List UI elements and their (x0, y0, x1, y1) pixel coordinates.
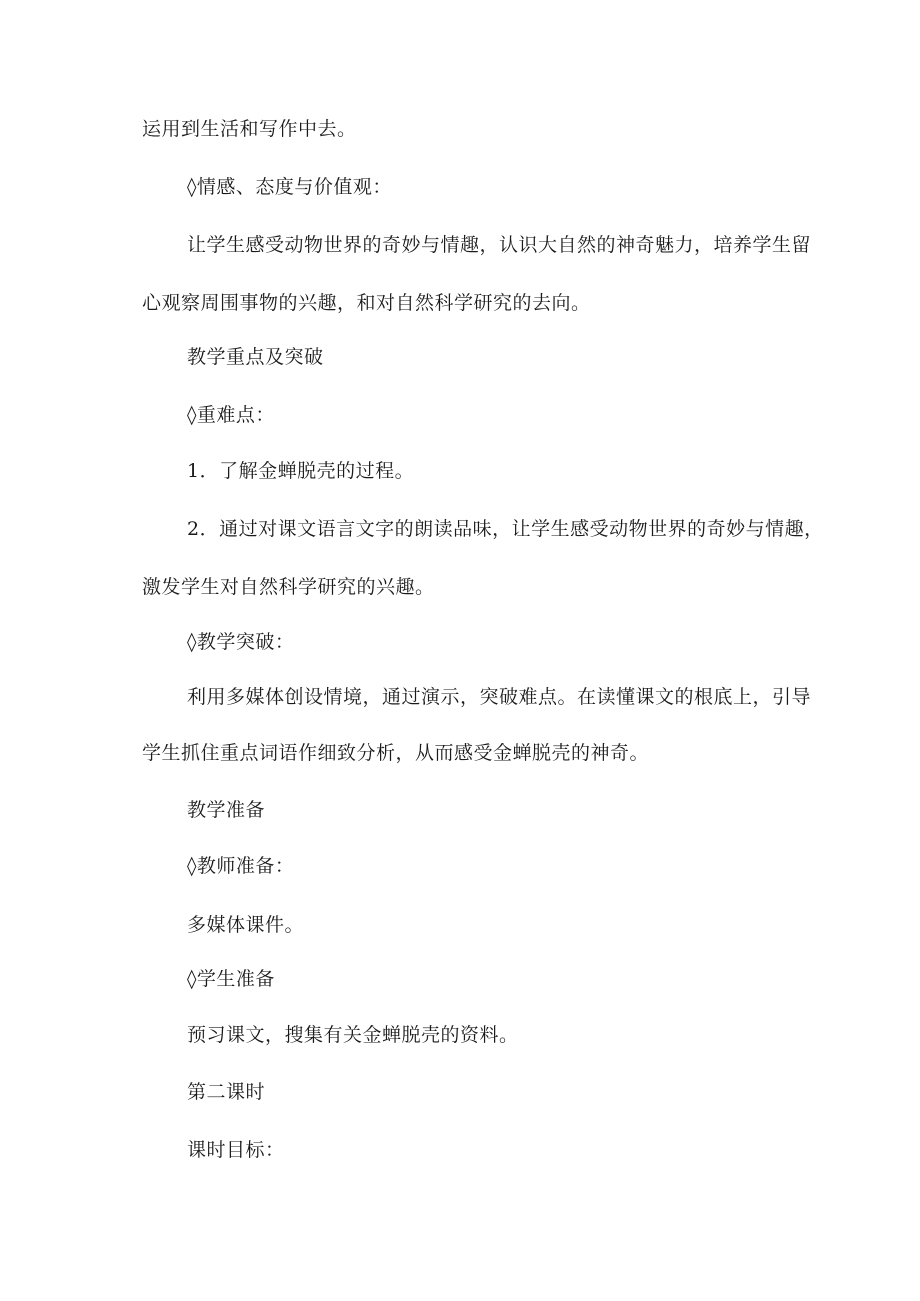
paragraph-line: 激发学生对自然科学研究的兴趣。 (142, 576, 435, 598)
section-label-difficulties: ◊重难点： (187, 404, 275, 426)
section-label-student-prep: ◊学生准备 (187, 968, 275, 990)
section-heading-second-lesson: 第二课时 (187, 1081, 266, 1103)
paragraph-line: 利用多媒体创设情境，通过演示，突破难点。在读懂课文的根底上，引导 (187, 686, 812, 708)
paragraph-line: 学生抓住重点词语作细致分析，从而感受金蝉脱壳的神奇。 (142, 742, 650, 764)
paragraph-line: 让学生感受动物世界的奇妙与情趣，认识大自然的神奇魅力，培养学生留 (187, 234, 812, 256)
list-item-1: 1．了解金蝉脱壳的过程。 (187, 460, 415, 482)
section-label-breakthrough: ◊教学突破： (187, 631, 295, 653)
section-label-teacher-prep: ◊教师准备： (187, 855, 295, 877)
section-heading-preparation: 教学准备 (187, 799, 266, 821)
text-line: 运用到生活和写作中去。 (142, 118, 357, 140)
paragraph-line: 多媒体课件。 (187, 914, 305, 936)
paragraph-line: 心观察周围事物的兴趣，和对自然科学研究的去向。 (142, 292, 591, 314)
section-label-lesson-goals: 课时目标： (187, 1139, 285, 1161)
paragraph-line: 预习课文，搜集有关金蝉脱壳的资料。 (187, 1024, 519, 1046)
list-item-2: 2．通过对课文语言文字的朗读品味，让学生感受动物世界的奇妙与情趣， (187, 518, 824, 540)
section-heading-key-points: 教学重点及突破 (187, 346, 324, 368)
section-label-emotion: ◊情感、态度与价值观： (187, 176, 392, 198)
